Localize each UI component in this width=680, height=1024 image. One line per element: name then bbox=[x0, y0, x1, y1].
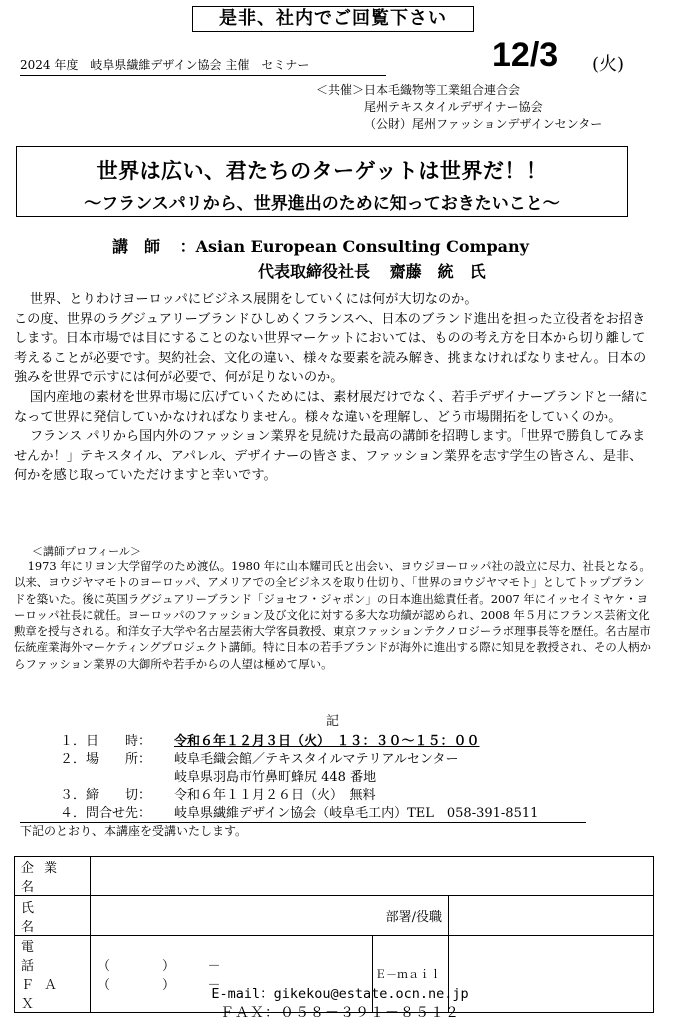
detail-row bbox=[60, 751, 538, 769]
lecturer-profile bbox=[14, 558, 654, 672]
name-field[interactable] bbox=[91, 896, 373, 936]
profile-text: 1973 年にリヨン大学留学のため渡仏。1980 年に山本耀司氏と出会い、ヨウジヨーロッパ社の設立に尽力、社長となる。以来、ヨウジヤマモトのヨーロッパ、アメリアでの全ビジネスを取り仕切り、「世界のヨウジヤマモト」としてトップブランドを築いた。後に英国ラグジュアリーブランド「ジョセフ・ジャポン」の日本進出総責任者。2007 年にイッセイミヤケ・ヨーロッパ社長に就任。ヨーロッパのファッション及び文化に対する多大な功績が認められ、2008 年５月にフランス芸術文化勲章を授与される。和洋女子大学や名古屋芸術大学客員教授、東京ファッションテクノロジーラボ理事長等を歴任。名古屋市伝統産業海外マーケティングプロジェクト講師。特に日本の若手ブランドが海外に進出する際に知見を教授され、その人柄からファッション業界の大御所や若手からの人望は極めて厚い。 bbox=[14, 559, 651, 671]
company-label: 企業名 bbox=[15, 857, 91, 896]
co-organizer-item: （公財）尾州ファッションデザインセンター bbox=[364, 117, 603, 131]
contact-fax: ＦＡＸ：０５８－３９１－８５１２ bbox=[220, 1005, 460, 1021]
description-paragraph: 国内産地の素材を世界市場に広げていくためには、素材展だけでなく、若手デザイナーブランドと一緒になって世界に発信していかなければなりません。様々な違いを理解し、どう市場開拓をしていくのか。 bbox=[14, 389, 648, 425]
phone-label: 電 話 bbox=[21, 940, 68, 974]
detail-row bbox=[60, 805, 538, 823]
lecturer-name: 齋藤 統 氏 bbox=[389, 262, 486, 281]
seminar-host-line: 2024 年度 岐阜県繊維デザイン協会 主催 セミナー bbox=[20, 56, 386, 76]
detail-label: ３．締 切： bbox=[60, 788, 152, 803]
co-organizer-item: 日本毛織物等工業組合連合会 bbox=[364, 83, 521, 97]
ki-heading: 記 bbox=[326, 714, 340, 729]
detail-value: 令和６年１１月２６日（火） 無料 bbox=[174, 788, 376, 803]
description-paragraph: この度、世界のラグジュアリーブランドひしめくフランスへ、日本のブランド進出を担った立役者をお招きします。日本市場では目にすることのない世界マーケットにおいては、ものの考え方を日本から切り離して考えることが必要です。契約社会、文化の違い、様々な要素を読み解き、挑まなければなりません。日本の強みを世界で示すには何が必要で、何が足りないのか。 bbox=[14, 311, 647, 386]
lecturer-label: 講 師 bbox=[112, 237, 161, 256]
description-paragraph: 世界、とりわけヨーロッパにビジネス展開をしていくには何が大切なのか。 bbox=[29, 292, 478, 307]
name-label: 氏 名 bbox=[15, 896, 91, 936]
detail-label: １．日 時： bbox=[60, 734, 152, 749]
seminar-subtitle: ～フランスパリから、世界進出のために知っておきたいこと～ bbox=[84, 194, 560, 214]
form-intro bbox=[20, 822, 586, 840]
detail-row bbox=[60, 769, 538, 787]
seminar-title: 世界は広い、君たちのターゲットは世界だ！！ bbox=[96, 159, 548, 183]
circulation-notice: 是非、社内でご回覧下さい bbox=[192, 6, 474, 32]
email-label: Ｅ－ｍａｉｌ bbox=[373, 936, 449, 1013]
fax-field[interactable]: （ ） － bbox=[97, 978, 221, 993]
co-organizers bbox=[316, 82, 602, 133]
detail-row bbox=[60, 787, 538, 805]
detail-label: ４．問合せ先： bbox=[60, 806, 152, 821]
lecturer-line bbox=[112, 234, 529, 257]
detail-value: 岐阜県羽島市竹鼻町蜂尻 448 番地 bbox=[174, 770, 377, 785]
contact-email: E-mail：gikekou@estate.ocn.ne.jp bbox=[211, 986, 469, 1002]
seminar-date: 12/3 bbox=[492, 36, 559, 74]
lecturer-company: ：Asian European Consulting Company bbox=[179, 237, 529, 256]
title-box bbox=[16, 146, 628, 217]
event-details bbox=[60, 733, 538, 823]
co-organizer-item: 尾州テキスタイルデザイナー協会 bbox=[364, 100, 543, 114]
detail-label: ２．場 所： bbox=[60, 752, 152, 767]
seminar-day-of-week: (火) bbox=[592, 54, 625, 75]
lecturer-position: 代表取締役社長 bbox=[258, 262, 371, 281]
seminar-description bbox=[14, 290, 654, 486]
detail-label bbox=[60, 769, 174, 787]
co-organizer-label: ＜共催＞ bbox=[316, 83, 365, 97]
company-field[interactable] bbox=[91, 857, 654, 896]
phone-field[interactable]: （ ） － bbox=[97, 959, 221, 974]
detail-row bbox=[60, 733, 538, 751]
fax-label: ＦＡＸ bbox=[21, 978, 68, 1012]
description-paragraph: フランス パリから国内外のファッション業界を見続けた最高の講師を招聘します。「世界で勝負してみませんか！」テキスタイル、アパレル、デザイナーの皆さま、ファッション業界を志す学生の皆さん、是非、何かを感じ取っていただけますと幸いです。 bbox=[14, 429, 646, 484]
detail-value: 岐阜県繊維デザイン協会（岐阜毛工内）TEL 058-391-8511 bbox=[174, 806, 539, 821]
dept-label: 部署/役職 bbox=[373, 896, 449, 936]
profile-heading: ＜講師プロフィール＞ bbox=[32, 545, 141, 558]
dept-field[interactable] bbox=[449, 896, 654, 936]
form-intro-text: 下記のとおり、本講座を受講いたします。 bbox=[20, 824, 248, 838]
detail-value: 令和６年１２月３日（火） １３：３０～１５：００ bbox=[174, 734, 480, 749]
lecturer-name-line bbox=[258, 259, 486, 282]
detail-value: 岐阜毛織会館／テキスタイルマテリアルセンター bbox=[174, 752, 459, 767]
